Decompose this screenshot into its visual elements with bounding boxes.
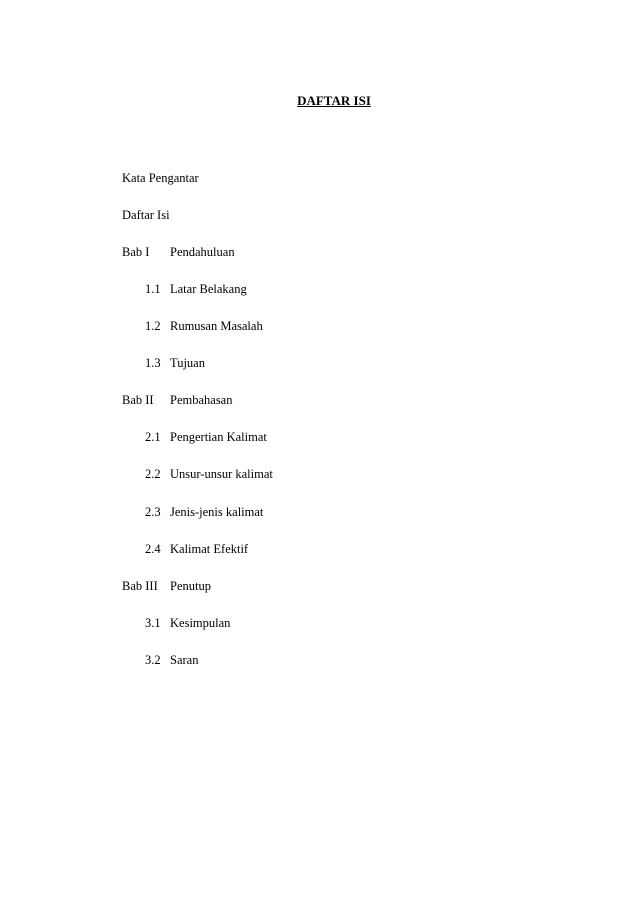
section-title: Kalimat Efektif bbox=[170, 542, 249, 556]
section-title: Kesimpulan bbox=[170, 616, 231, 630]
section-title: Saran bbox=[170, 653, 199, 667]
chapter-number: Bab I bbox=[122, 245, 150, 259]
section-title: Rumusan Masalah bbox=[170, 319, 263, 333]
section-number: 1.1 bbox=[145, 282, 161, 296]
chapter-title: Pendahuluan bbox=[170, 245, 235, 259]
section-title: Tujuan bbox=[170, 356, 205, 370]
section-title: Unsur-unsur kalimat bbox=[170, 467, 273, 481]
section-number: 3.1 bbox=[145, 616, 161, 630]
toc-entry-label: Daftar Isi bbox=[122, 208, 170, 222]
section-number: 1.3 bbox=[145, 356, 161, 370]
chapter-title: Penutup bbox=[170, 579, 211, 593]
section-number: 2.3 bbox=[145, 505, 161, 519]
chapter-number: Bab II bbox=[122, 393, 154, 407]
chapter-title: Pembahasan bbox=[170, 393, 233, 407]
section-title: Jenis-jenis kalimat bbox=[170, 505, 264, 519]
section-number: 2.2 bbox=[145, 467, 161, 481]
toc-entry-label: Kata Pengantar bbox=[122, 171, 199, 185]
section-title: Latar Belakang bbox=[170, 282, 247, 296]
page-title: DAFTAR ISI bbox=[297, 93, 371, 108]
section-number: 2.1 bbox=[145, 430, 161, 444]
section-title: Pengertian Kalimat bbox=[170, 430, 267, 444]
chapter-number: Bab III bbox=[122, 579, 158, 593]
section-number: 3.2 bbox=[145, 653, 161, 667]
section-number: 2.4 bbox=[145, 542, 161, 556]
section-number: 1.2 bbox=[145, 319, 161, 333]
